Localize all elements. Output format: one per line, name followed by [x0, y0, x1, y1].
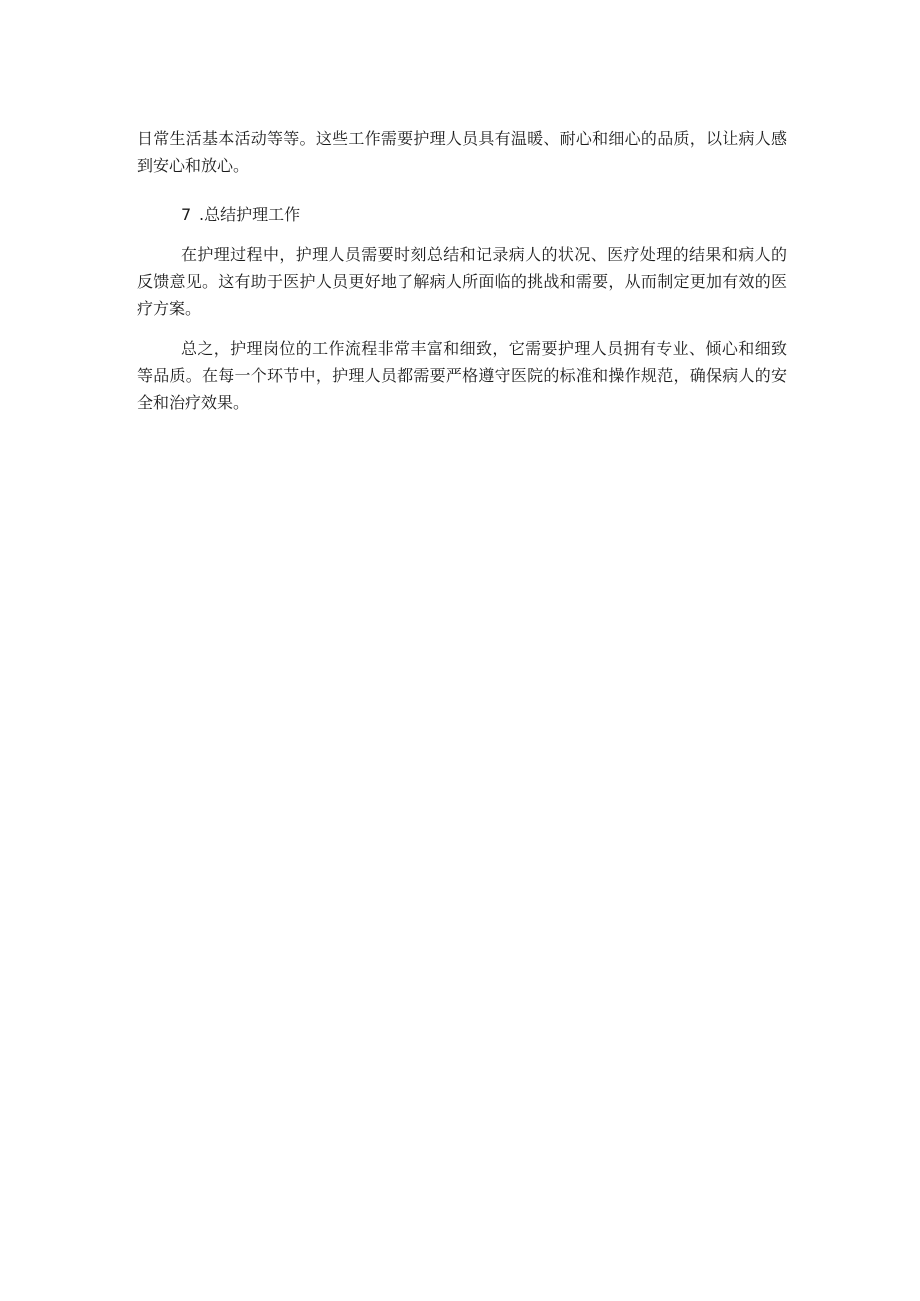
section-title: .总结护理工作	[199, 205, 301, 224]
section-number: 7	[181, 205, 192, 224]
paragraph-conclusion: 总之，护理岗位的工作流程非常丰富和细致，它需要护理人员拥有专业、倾心和细致等品质。在每一个环节中，护理人员都需要严格遵守医院的标准和操作规范，确保病人的安全和治疗效果。	[137, 339, 787, 412]
paragraph-summary-work: 在护理过程中，护理人员需要时刻总结和记录病人的状况、医疗处理的结果和病人的反馈意见。这有助于医护人员更好地了解病人所面临的挑战和需要，从而制定更加有效的医疗方案。	[137, 245, 787, 318]
paragraph-continuation: 日常生活基本活动等等。这些工作需要护理人员具有温暖、耐心和细心的品质，以让病人感到安心和放心。	[137, 129, 787, 175]
section-heading-7	[137, 201, 787, 228]
document-body	[137, 122, 787, 416]
